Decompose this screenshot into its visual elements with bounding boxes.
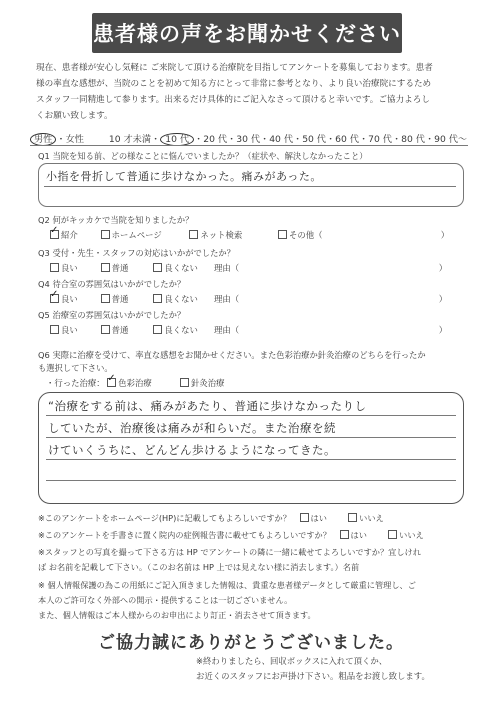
- q4-option-good[interactable]: ✓良い: [50, 293, 98, 305]
- q3-option-normal[interactable]: 普通: [101, 262, 151, 274]
- age-options: 10 才未満・ 10 代 ・20 代・30 代・40 代・50 代・60 代・70 代・80 代・90 代～: [108, 134, 468, 145]
- q6-question-line1: Q6 実際に治療を受けて、率直な感想をお聞かせください。また色彩治療か針灸治療のどちらを行ったか: [38, 350, 426, 360]
- answer-line: [44, 186, 456, 187]
- q1-answer: 小指を骨折して普通に歩けなかった。痛みがあった。: [46, 170, 322, 183]
- intro-line: 様の率直な感想が、当院のことを初めて知る方にとって非常に参考となり、より良い治療院にするため: [36, 79, 432, 89]
- checkbox-icon: [153, 325, 162, 334]
- checkbox-icon: [101, 230, 110, 239]
- q2-option-web-search[interactable]: ネット検索: [189, 229, 275, 241]
- privacy-note-line1: ※ 個人情報保護の為この用紙にご記入頂きました情報は、貴重な患者様データとして厳重に管理し、ご: [38, 580, 416, 590]
- intro-line: 現在、患者様が安心し気軽に ご来院して頂ける治療院を目指してアンケートを募集しております。患者: [36, 63, 433, 73]
- q2-option-other[interactable]: その他（: [278, 229, 438, 241]
- q6-answer-line: “治療をする前は、痛みがあたり、普通に歩けなかったりし: [48, 399, 367, 413]
- q4-close-paren: ）: [438, 294, 448, 304]
- checkbox-icon: [101, 263, 110, 272]
- q1-question: Q1 当院を知る前、どの様なことに悩んでいましたか？（症状や、解決しなかったこと）: [38, 151, 368, 161]
- q5-question: Q5 治療室の雰囲気はいかがでしたか？: [38, 310, 186, 320]
- report-consent-yes[interactable]: はい: [340, 530, 386, 541]
- checkbox-icon: [300, 513, 309, 522]
- q2-question: Q2 何がキッカケで当院を知りましたか？: [38, 215, 194, 225]
- q5-options: [50, 324, 447, 336]
- q6-answer-line: していたが、治療後は痛みが和らいだ。また治療を続: [48, 421, 336, 435]
- q4-options: [50, 293, 447, 305]
- survey-title: 患者様の声をお聞かせください: [92, 13, 402, 53]
- gender-separator: ・: [56, 134, 66, 145]
- q5-option-normal[interactable]: 普通: [101, 324, 151, 336]
- answer-line: [46, 437, 456, 438]
- q3-option-bad[interactable]: 良くない: [153, 262, 211, 274]
- checkbox-icon: [50, 325, 59, 334]
- checkbox-icon: [153, 263, 162, 272]
- age-10s-option[interactable]: 10 代: [160, 133, 194, 146]
- q6-question-line2: も選択して下さい。: [38, 363, 113, 373]
- hp-consent-no[interactable]: いいえ: [348, 513, 384, 523]
- checkbox-icon: [101, 325, 110, 334]
- q5-reason[interactable]: 理由（: [214, 325, 240, 335]
- q3-question: Q3 受付・先生・スタッフの対応はいかがでしたか？: [38, 248, 235, 258]
- q5-option-good[interactable]: 良い: [50, 324, 98, 336]
- thank-you-message: ご協力誠にありがとうございました。: [98, 633, 404, 653]
- q2-option-referral[interactable]: ✓紹介: [50, 229, 98, 241]
- q6-treatment-row: [46, 377, 224, 389]
- report-consent-no[interactable]: いいえ: [388, 530, 424, 540]
- q5-option-bad[interactable]: 良くない: [153, 324, 211, 336]
- q3-close-paren: ）: [438, 263, 448, 273]
- checkbox-icon: [153, 294, 162, 303]
- q4-option-normal[interactable]: 普通: [101, 293, 151, 305]
- gender-male-option[interactable]: 男性: [30, 133, 56, 146]
- checkbox-icon: [180, 378, 189, 387]
- q3-reason[interactable]: 理由（: [214, 263, 240, 273]
- intro-line: スタッフ一同精進して参ります。出来るだけ具体的にご記入なさって頂けると幸いです。ご協力よろし: [36, 95, 430, 105]
- photo-consent-line2: ば お名前を記載して下さい。（このお名前は HP 上では見えない様に消去します。）名前: [38, 562, 360, 572]
- checkbox-checked-icon: [107, 378, 116, 387]
- privacy-note-line3: また、個人情報はご本人様からのお申出により訂正・消去させて頂きます。: [38, 610, 316, 620]
- q6-option-color-therapy[interactable]: ✓ 色彩治療: [107, 377, 177, 389]
- q6-answer-line: けていくうちに、どんどん歩けるようになってきた。: [48, 443, 336, 457]
- age-under10-option[interactable]: 10 才未満: [108, 134, 152, 145]
- hp-consent-question: ※このアンケートをホームページ(HP)に記載してもよろしいですか？: [38, 513, 291, 523]
- checkbox-icon: [101, 294, 110, 303]
- q2-options: [50, 229, 449, 241]
- divider: [30, 145, 468, 146]
- closing-line2: お近くのスタッフにお声掛け下さい。粗品をお渡し致します。: [196, 671, 430, 681]
- q4-reason[interactable]: 理由（: [214, 294, 240, 304]
- hp-consent-row: [38, 513, 384, 524]
- answer-line: [46, 480, 456, 481]
- q3-option-good[interactable]: 良い: [50, 262, 98, 274]
- checkbox-icon: [278, 230, 287, 239]
- checkbox-checked-icon: [50, 294, 59, 303]
- q3-options: [50, 262, 447, 274]
- intro-line: くお願い致します。: [36, 111, 113, 121]
- q2-option-homepage[interactable]: ホームページ: [101, 229, 187, 241]
- age-other-options[interactable]: ・20 代・30 代・40 代・50 代・60 代・70 代・80 代・90 代～: [194, 134, 468, 145]
- report-consent-question: ※このアンケートを手書きに置く院内の症例報告書に載せてもよろしいですか？: [38, 530, 331, 540]
- q5-close-paren: ）: [438, 325, 448, 335]
- report-consent-row: [38, 530, 424, 541]
- q6-option-acupuncture[interactable]: 針灸治療: [180, 377, 225, 389]
- closing-line1: ※終わりましたら、回収ボックスに入れて頂くか、: [196, 656, 388, 666]
- q4-question: Q4 待合室の雰囲気はいかがでしたか？: [38, 279, 186, 289]
- q2-close-paren: ）: [440, 230, 450, 240]
- hp-consent-yes[interactable]: はい: [300, 513, 346, 524]
- checkbox-icon: [189, 230, 198, 239]
- intro-paragraph: [36, 60, 466, 124]
- demographics-row: [30, 131, 470, 145]
- answer-line: [46, 415, 456, 416]
- checkbox-icon: [50, 263, 59, 272]
- q4-option-bad[interactable]: 良くない: [153, 293, 211, 305]
- checkbox-icon: [388, 530, 397, 539]
- checkbox-checked-icon: [50, 230, 59, 239]
- gender-female-option[interactable]: 女性: [65, 134, 84, 145]
- answer-line: [46, 459, 456, 460]
- checkbox-icon: [340, 530, 349, 539]
- checkbox-icon: [348, 513, 357, 522]
- q6-treatment-label: ・行った治療：: [46, 378, 105, 388]
- photo-consent-line1: ※スタッフとの写真を撮って下さる方は HP でアンケートの隣に一緒に載せてよろしいですか？宜しけれ: [38, 547, 421, 557]
- privacy-note-line2: 本人のご許可なく外部への開示・提供することは一切ございません。: [38, 595, 293, 605]
